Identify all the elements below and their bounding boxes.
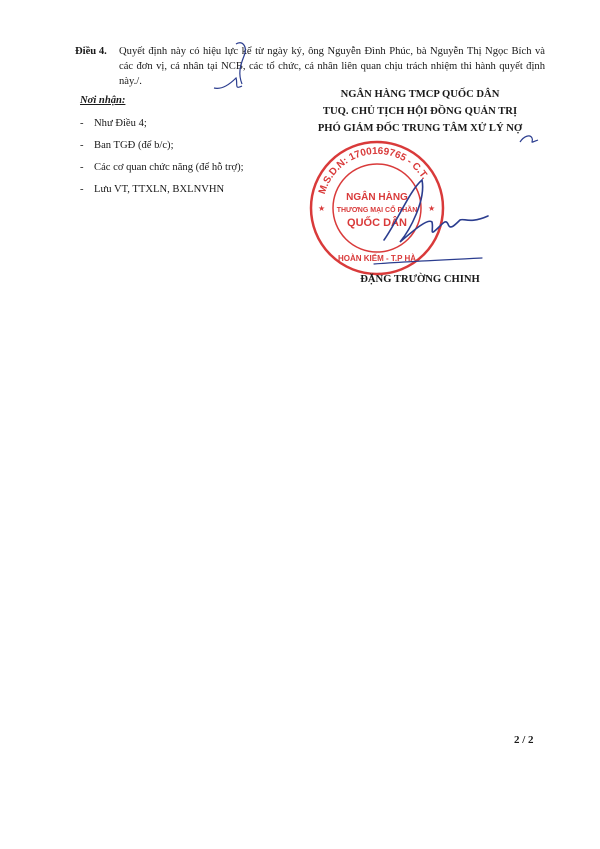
article-label: Điều 4. <box>75 46 107 57</box>
seal-center-line2: THƯƠNG MẠI CỔ PHẦN <box>336 207 418 214</box>
list-item: - Ban TGĐ (để b/c); <box>80 140 174 151</box>
seal-bottom-text: HOÀN KIẾM - T.P HÀ <box>337 254 417 263</box>
list-item: - Các cơ quan chức năng (để hỗ trợ); <box>80 162 244 173</box>
signer-title: PHÓ GIÁM ĐỐC TRUNG TÂM XỬ LÝ NỢ <box>317 123 523 134</box>
list-item: - Lưu VT, TTXLN, BXLNVHN <box>80 184 225 195</box>
signer-org: NGÂN HÀNG TMCP QUỐC DÂN <box>340 89 500 100</box>
seal-center-line1: NGÂN HÀNG <box>346 192 408 203</box>
svg-text:★: ★ <box>428 204 436 213</box>
signer-block <box>300 86 540 137</box>
seal-ring-text: M.S.D.N: 1700169765 - C.T. <box>316 145 430 196</box>
recipients-title: Nơi nhận: <box>80 95 126 106</box>
initial-mark-icon <box>518 132 540 146</box>
signer-authority: TUQ. CHỦ TỊCH HỘI ĐỒNG QUẢN TRỊ <box>322 106 518 117</box>
signature-icon <box>370 170 490 278</box>
signer-name: ĐẶNG TRƯỜNG CHINH <box>360 274 480 285</box>
list-item: - Như Điều 4; <box>80 118 147 129</box>
article-text: Quyết định này có hiệu lực kể từ ngày ký, ông Nguyễn Đình Phúc, bà Nguyễn Thị Ngọc Bích và các đơn vị, cá nhân tại NCB, các tổ chức, cá nhân liên quan chịu trách nhiệm thi hành quyết định này./. <box>119 46 545 87</box>
article-4 <box>75 44 545 89</box>
recipients-list <box>80 116 300 197</box>
page-number: 2 / 2 <box>514 734 534 746</box>
svg-text:★: ★ <box>318 204 326 213</box>
recipients-block <box>80 93 300 204</box>
initial-mark-icon <box>212 74 244 94</box>
seal-center-line3: QUỐC DÂN <box>347 217 407 229</box>
